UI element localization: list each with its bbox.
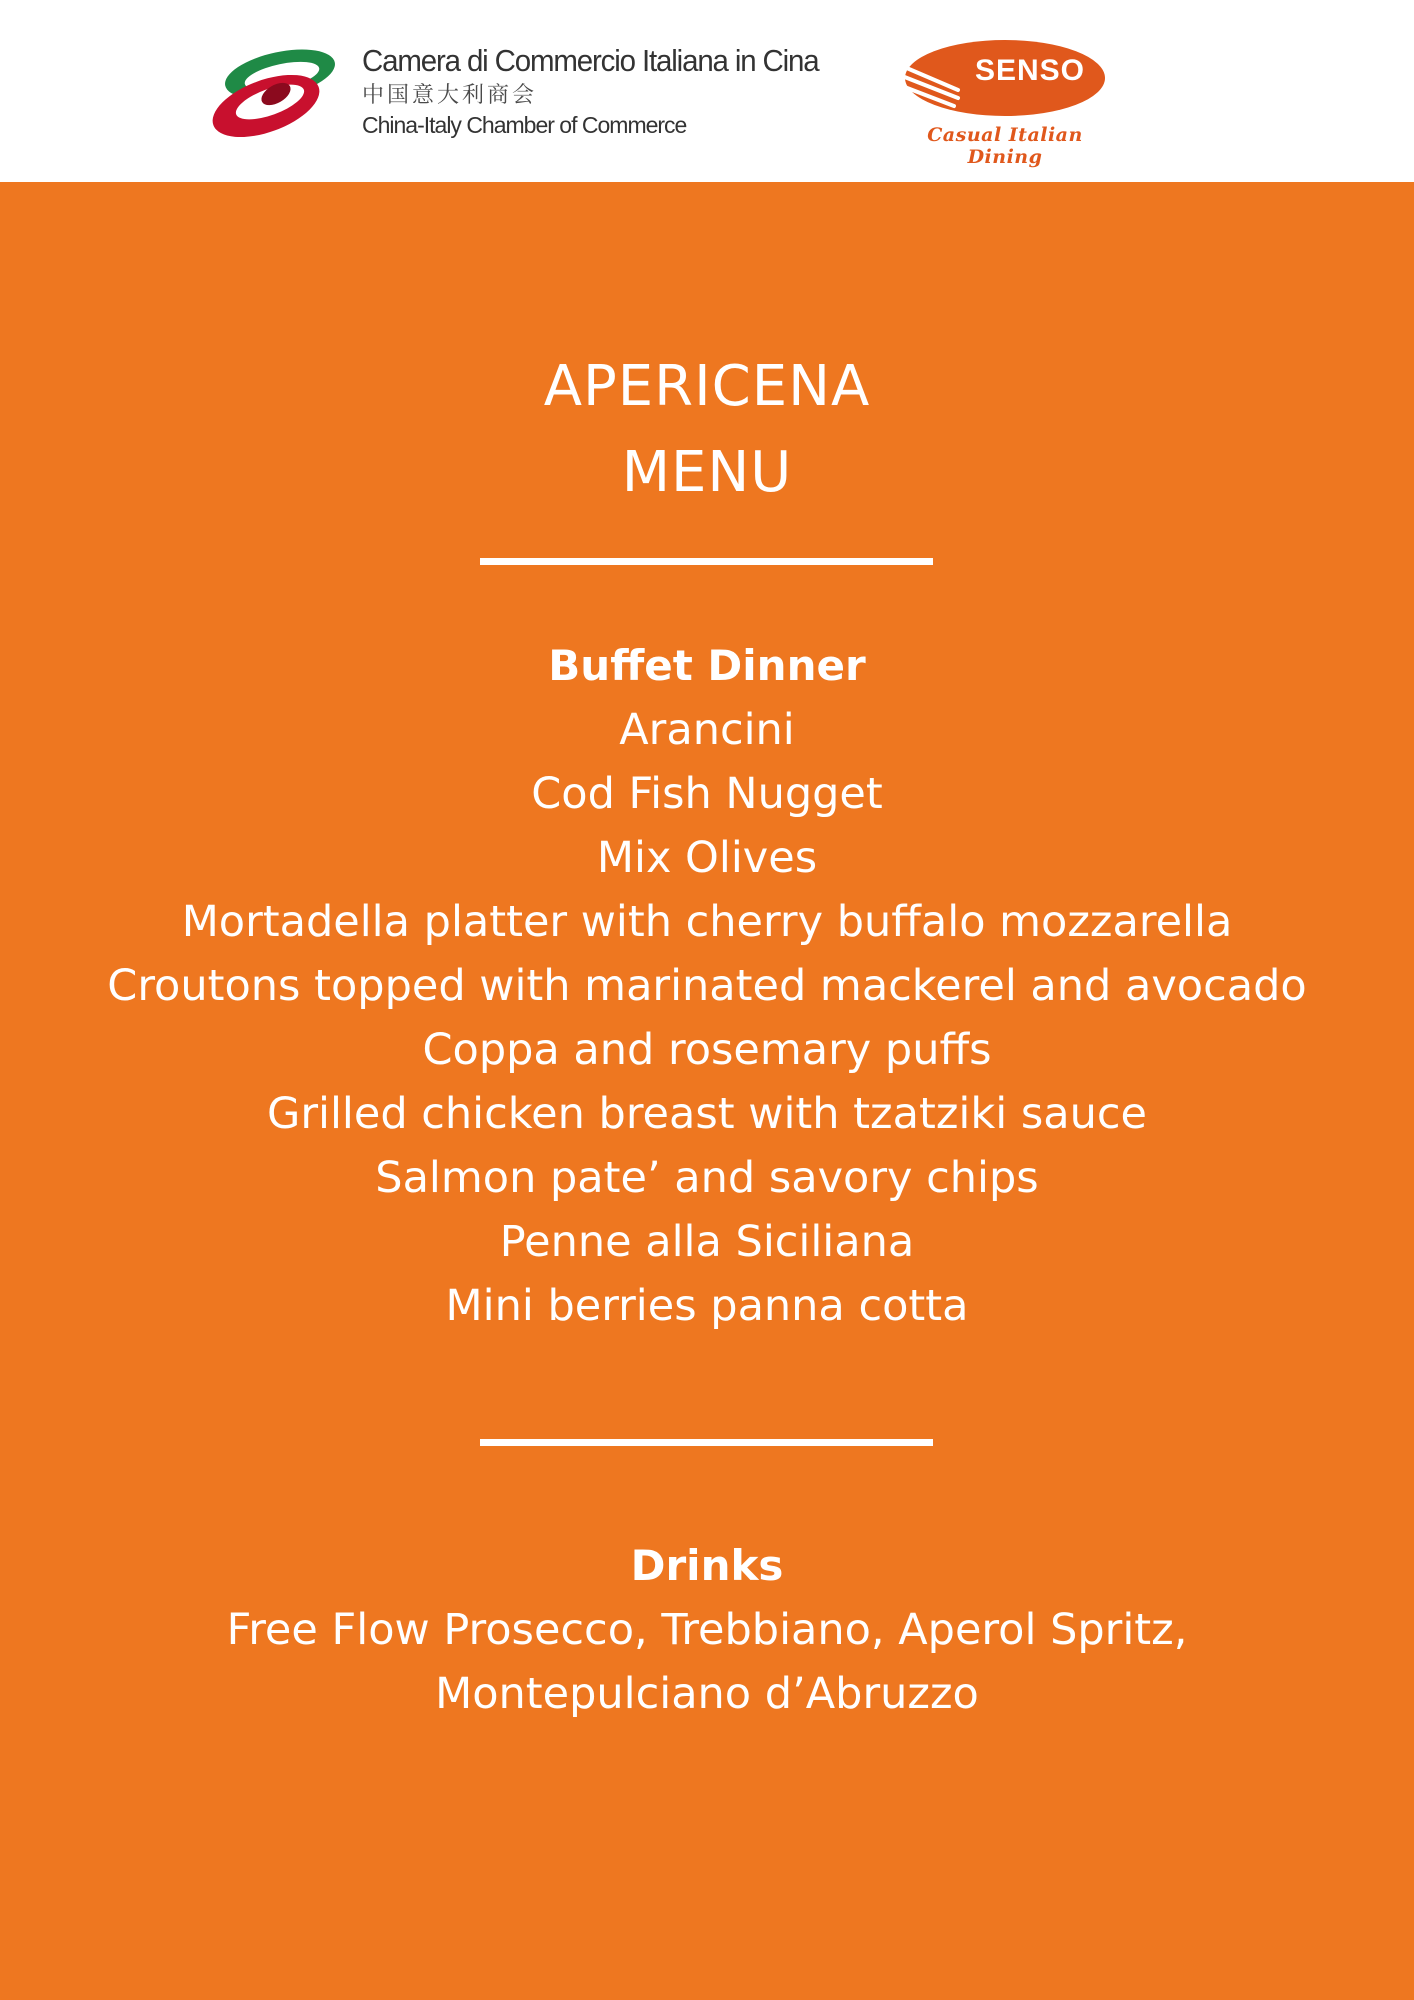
buffet-item: Salmon pate’ and savory chips [375,1153,1039,1203]
chamber-emblem-icon [208,44,338,140]
menu-title-line-2: MENU [621,440,793,505]
chamber-name-block [362,42,819,140]
buffet-item: Croutons topped with marinated mackerel and avocado [107,961,1307,1011]
buffet-heading: Buffet Dinner [548,641,866,690]
header-bar [0,0,1414,182]
buffet-item-list [0,698,1414,1338]
chamber-english-name: China-Italy Chamber of Commerce [362,112,687,138]
buffet-item: Penne alla Siciliana [499,1217,915,1267]
divider-top [480,558,933,565]
buffet-item: Mix Olives [596,833,818,883]
menu-title-line-1: APERICENA [543,354,871,419]
senso-tagline: Casual Italian Dining [927,124,1083,168]
buffet-item: Mini berries panna cotta [445,1281,969,1331]
chamber-italian-name: Camera di Commercio Italiana in Cina [362,43,819,78]
buffet-item: Arancini [619,705,795,755]
drinks-heading: Drinks [630,1541,784,1590]
buffet-item: Mortadella platter with cherry buffalo mozzarella [181,897,1233,947]
drinks-line: Free Flow Prosecco, Trebbiano, Aperol Spritz, [226,1605,1188,1655]
drinks-line: Montepulciano d’Abruzzo [435,1669,979,1719]
chamber-chinese-name: 中国意大利商会 [362,82,538,107]
buffet-item: Grilled chicken breast with tzatziki sauce [267,1089,1147,1139]
buffet-item: Coppa and rosemary puffs [422,1025,992,1075]
drinks-list [0,1598,1414,1726]
senso-logo [900,36,1110,168]
senso-brand-name: SENSO [974,54,1086,87]
divider-bottom [480,1439,933,1446]
buffet-item: Cod Fish Nugget [531,769,883,819]
